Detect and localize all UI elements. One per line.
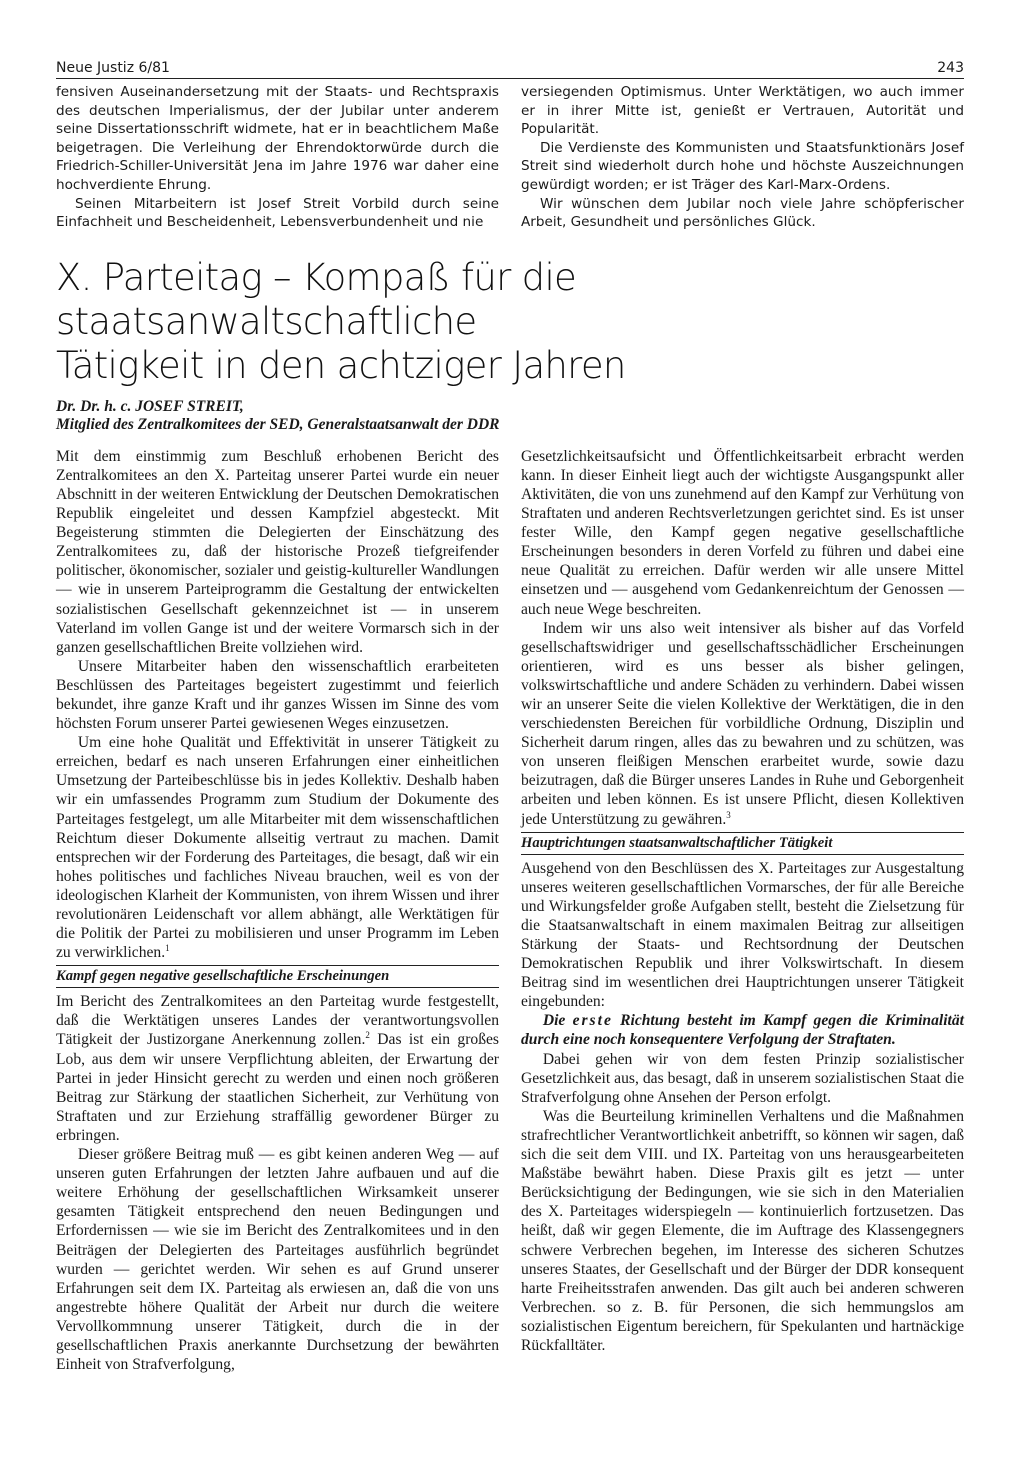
article-left-column	[56, 447, 499, 1374]
paragraph-text: Um eine hohe Qualität und Effektivität in unserer Tätigkeit zu erreichen, bedarf es nach unseren Erfahrungen einer einheitlichen Umsetzung der Parteibeschlüsse bis in jedes Kollektiv. Deshalb haben wir ein umfassendes Programm zum Studium der Dokumente des Parteitages festgelegt, um alle Mitarbeiter mit dem wissenschaftlichen Reichtum dieser Dokumente allseitig vertraut zu machen. Damit entsprechen wir der Forderung des Parteitages, die besagt, daß wir ein hohes politisches und fachliches Niveau brauchen, weil es von der ideologischen Klarheit der Kommunisten, von ihrem Wissen und ihrer revolutionären Leidenschaft vor allem abhängt, alle Werktätigen für die Politik der Partei zu mobilisieren und unser Programm im Leben zu verwirklichen.	[56, 734, 499, 962]
paragraph: Unsere Mitarbeiter haben den wissenschaftlich erarbeiteten Beschlüssen des Parteitages begeistert zugestimmt und feierlich bekundet, ihre ganze Kraft und ihr ganzes Wissen im Sinne des vom höchsten Forum unserer Partei gewiesenen Weges einzusetzen.	[56, 657, 499, 733]
author-role: Mitglied des Zentralkomitees der SED, Generalstaatsanwalt der DDR	[56, 416, 500, 434]
article-title	[56, 256, 964, 388]
spaced-word: erste	[572, 1012, 613, 1030]
paragraph: Gesetzlichkeitsaufsicht und Öffentlichkeitsarbeit erbracht werden kann. In dieser Einheit liegt auch der wichtigste Ausgangspunkt aller Aktivitäten, die von uns zunehmend auf den Kampf zur Verhütung von Straftaten und anderen Rechtsverletzungen gerichtet sind. Es ist unser fester Wille, den Kampf gegen negative gesellschaftliche Erscheinungen besonders in deren Vorfeld zu führen und dabei eine neue Qualität zu erreichen. Dafür werden wir alle unsere Mittel einsetzen und — ausgehend vom Gedankenreichtum der Genossen — auch neue Wege beschreiten.	[521, 447, 964, 618]
journal-issue: Neue Justiz 6/81	[56, 60, 170, 76]
emphasis-text: Richtung besteht im Kampf gegen die Kriminalität durch eine noch konsequentere Verfolgung der Straftaten.	[521, 1012, 964, 1049]
paragraph-text: Indem wir uns also weit intensiver als bisher auf das Vorfeld gesellschaftswidriger und gesellschaftsschädlicher Erscheinungen orientieren, wird es uns besser als bisher gelingen, volkswirtschaftliche und andere Schäden zu verhindern. Dabei wissen wir an unserer Seite die vielen Kollektive der Werktätigen, die in den verschiedensten Bereichen für vorbildliche Ordnung, Disziplin und Sicherheit darum ringen, alles das zu bewahren und zu schützen, was von unseren fleißigen Menschen erarbeitet wurde, sowie dazu beizutragen, daß die Bürger unseres Landes in Ruhe und Geborgenheit arbeiten und leben können. Es ist unsere Pflicht, diesen Kollektiven jede Unterstützung zu gewähren.	[521, 619, 964, 828]
previous-article-end	[56, 83, 964, 232]
paragraph: Ausgehend von den Beschlüssen des X. Parteitages zur Ausgestaltung unseres weiteren gesellschaftlichen Vormarsches, der für alle Bereiche und Wirkungsfelder große Aufgaben stellt, besteht die Zielsetzung für die Staatsanwaltschaft in einem maximalen Beitrag zur allseitigen Stärkung der Staats- und Rechtsordnung der Deutschen Demokratischen Republik und ihrer Volkswirtschaft. In diesem Beitrag sind im wesentlichen drei Hauptrichtungen unserer Tätigkeit eingebunden:	[521, 859, 964, 1011]
paragraph	[56, 733, 499, 962]
article-title-line: X. Parteitag – Kompaß für die staatsanwaltschaftliche	[56, 255, 577, 343]
page-number: 243	[937, 60, 964, 76]
paragraph: Was die Beurteilung kriminellen Verhaltens und die Maßnahmen strafrechtlicher Verantwortlichkeit anbetrifft, so können wir sagen, daß sich die seit dem VIII. und IX. Parteitag von uns herausgearbeiteten Maßstäbe bewährt haben. Diese Praxis gilt es jetzt — unter Berücksichtigung der Bedingungen, wie sie sich in den Materialien des X. Parteitages widerspiegeln — kontinuierlich fortzusetzen. Das heißt, daß wir gegen Elemente, die im Auftrage des Klassengegners schwere Verbrechen begehen, im Interesse des sicheren Schutzes unseres Staates, der Gesellschaft und der Bürger der DDR konsequent harte Freiheitsstrafen anwenden. Das gilt auch bei anderen schweren Verbrechen. so z. B. für Personen, die sich hemmungslos am sozialistischen Eigentum bereichern, für Spekulanten und hartnäckige Rückfalltäter.	[521, 1107, 964, 1354]
article-title-line: Tätigkeit in den achtziger Jahren	[56, 343, 626, 387]
article-right-column	[521, 447, 964, 1374]
running-header	[56, 60, 964, 79]
section-heading: Kampf gegen negative gesellschaftliche Erscheinungen	[56, 965, 499, 988]
section-heading: Hauptrichtungen staatsanwaltschaftlicher Tätigkeit	[521, 832, 964, 855]
page	[56, 60, 964, 1374]
paragraph: Dabei gehen wir von dem festen Prinzip sozialistischer Gesetzlichkeit aus, das besagt, daß in unserem sozialistischen Staat die Strafverfolgung ohne Ansehen der Person erfolgt.	[521, 1050, 964, 1106]
author-name: Dr. Dr. h. c. JOSEF STREIT,	[56, 397, 244, 415]
emphasis-paragraph	[521, 1011, 964, 1049]
previous-article-left-column	[56, 83, 499, 232]
paragraph: Seinen Mitarbeitern ist Josef Streit Vorbild durch seine Einfachheit und Bescheidenheit, Lebensverbundenheit und nie	[56, 195, 499, 231]
paragraph: Mit dem einstimmig zum Beschluß erhobenen Bericht des Zentralkomitees an den X. Parteitag unserer Partei wurde ein neuer Abschnitt in der weiteren Entwicklung der Deutschen Demokratischen Republik eingeleitet und dessen Kampfziel abgesteckt. Mit Begeisterung stimmten die Delegierten der Einschätzung des Zentralkomitees zu, daß der historische Prozeß tiefgreifender politischer, ökonomischer, sozialer und geistig-kultureller Wandlungen — wie in unserem Parteiprogramm die Gestaltung der entwickelten sozialistischen Gesellschaft gekennzeichnet ist — in unserem Vaterland im vollen Gange ist und der weitere Vormarsch sich in der ganzen gesellschaftlichen Breite vollziehen wird.	[56, 447, 499, 656]
emphasis-text: Die	[542, 1012, 573, 1030]
paragraph: Dieser größere Beitrag muß — es gibt keinen anderen Weg — auf unseren guten Erfahrungen der letzten Jahre aufbauen und auf die weitere Erhöhung der gesellschaftlichen Wirksamkeit unserer gesamten Tätigkeit entsprechend den neuen Bedingungen und Erfordernissen — wie sie im Bericht des Zentralkomitees und in den Beiträgen der Delegierten des Parteitages ausführlich begründet wurden — gerichtet werden. Wir sehen es auf Grund unserer Erfahrungen seit dem IX. Parteitag als erwiesen an, daß die von uns angestrebte höhere Qualität der Arbeit nur durch die weitere Vervollkommnung unserer Tätigkeit, durch die in der gesellschaftlichen Praxis anerkannte Durchsetzung der bewährten Einheit von Strafverfolgung,	[56, 1146, 499, 1374]
footnote-marker: 2	[365, 1030, 370, 1041]
byline	[56, 398, 964, 435]
paragraph-text: Das ist ein großes Lob, aus dem wir unsere Verpflichtung ableiten, der Erwartung der Partei in jeder Hinsicht gerecht zu werden und einen noch größeren Beitrag zur Stärkung der staatlichen Sicherheit, zur Verhütung von Straftaten und zur Erziehung straffällig gewordener Bürger zu erbringen.	[56, 1031, 499, 1144]
paragraph: Die Verdienste des Kommunisten und Staatsfunktionärs Josef Streit sind wiederholt durch hohe und höchste Auszeichnungen gewürdigt worden; er ist Träger des Karl-Marx-Ordens.	[521, 139, 964, 193]
paragraph: fensiven Auseinandersetzung mit der Staats- und Rechtspraxis des deutschen Imperialismus, der der Jubilar unter anderem seine Dissertationsschrift widmete, hat er in beachtlichem Maße beigetragen. Die Verleihung der Ehrendoktorwürde durch die Friedrich-Schiller-Universität Jena im Jahre 1976 war daher eine hochverdiente Ehrung.	[56, 84, 499, 193]
paragraph-text: Im Bericht des Zentralkomitees an den Parteitag wurde festgestellt, daß die Werktätigen unseres Landes der verantwortungsvollen Tätigkeit der Justizorgane Anerkennung zollen.	[56, 993, 499, 1049]
paragraph: versiegenden Optimismus. Unter Werktätigen, wo auch immer er in ihrer Mitte ist, genießt er Vertrauen, Autorität und Popularität.	[521, 84, 964, 138]
article-body	[56, 447, 964, 1374]
footnote-marker: 3	[726, 809, 731, 820]
paragraph	[56, 992, 499, 1145]
previous-article-right-column	[521, 83, 964, 232]
paragraph: Wir wünschen dem Jubilar noch viele Jahre schöpferischer Arbeit, Gesundheit und persönliches Glück.	[521, 195, 964, 231]
footnote-marker: 1	[165, 943, 170, 953]
paragraph	[521, 619, 964, 829]
